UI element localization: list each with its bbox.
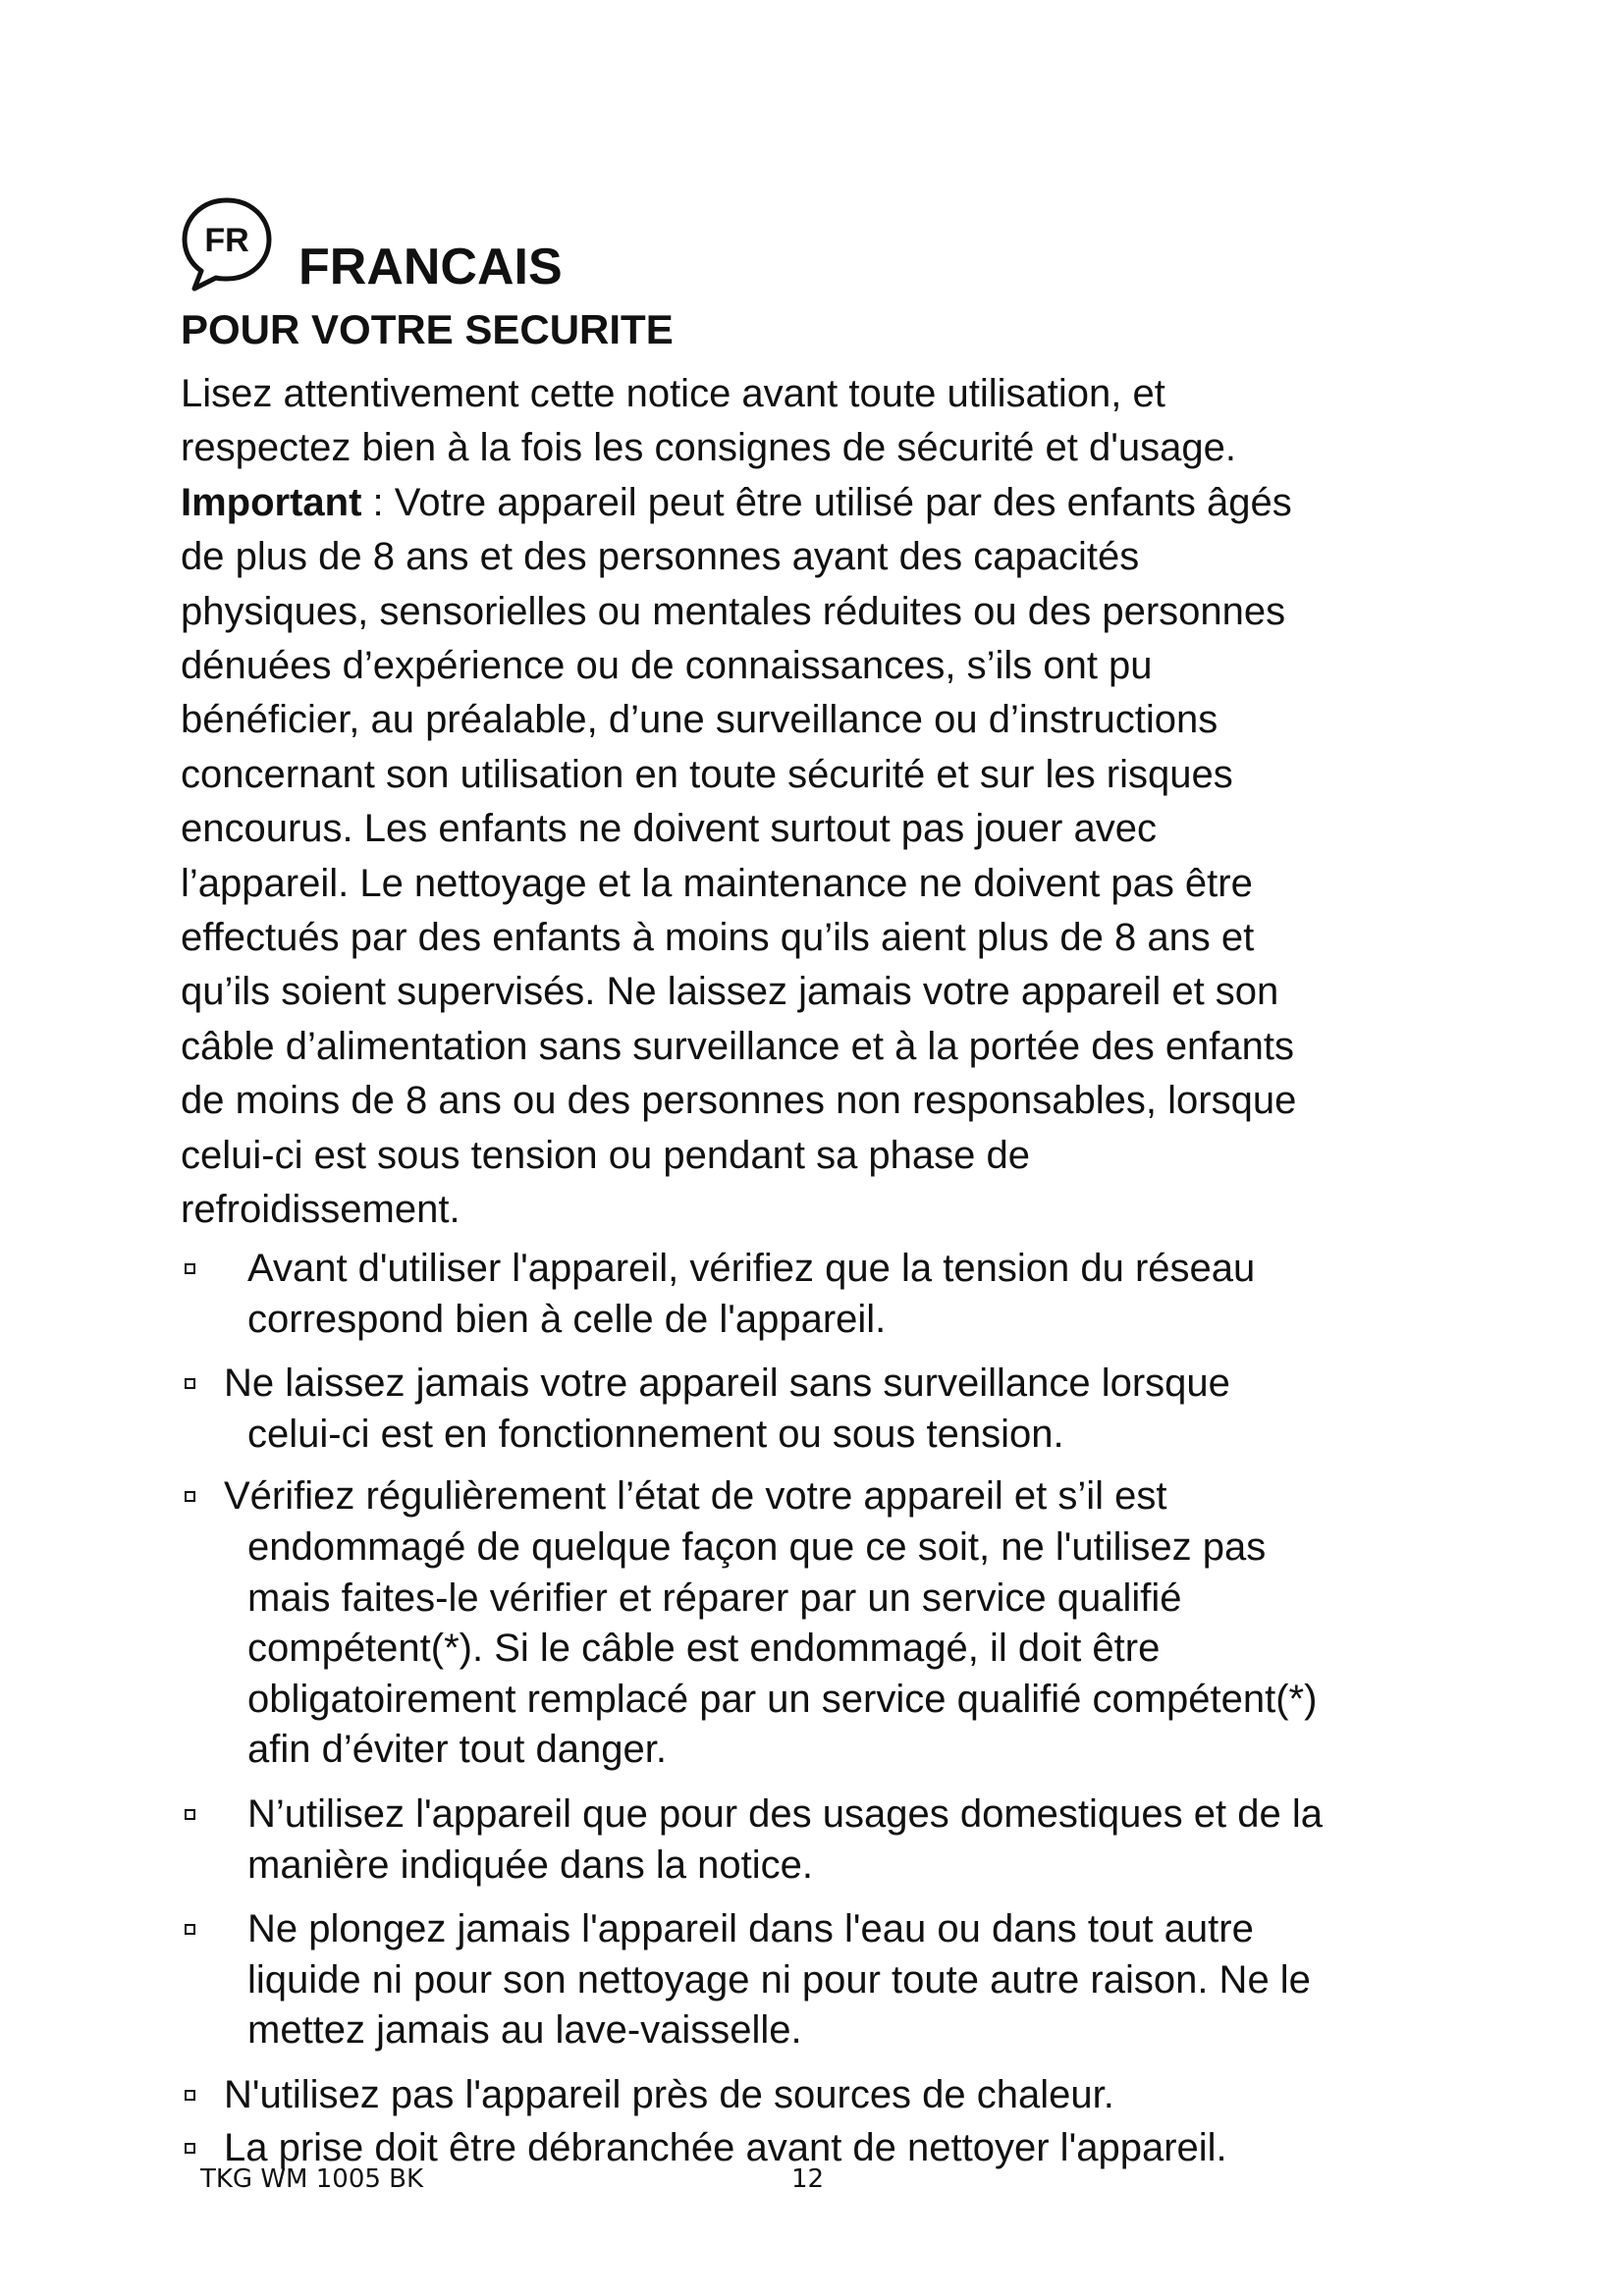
bullet-line: celui-ci est en fonctionnement ou sous tension. (247, 1412, 1064, 1456)
bullet-line: liquide ni pour son nettoyage ni pour toute autre raison. Ne le (247, 1957, 1311, 2002)
important-line: qu’ils soient supervisés. Ne laissez jamais votre appareil et son (181, 970, 1279, 1014)
important-line: de moins de 8 ans ou des personnes non responsables, lorsque (181, 1079, 1297, 1123)
important-line (181, 476, 1457, 530)
bullet-line: correspond bien à celle de l'appareil. (247, 1297, 887, 1341)
intro-line: Lisez attentivement cette notice avant toute utilisation, et (181, 372, 1165, 415)
speech-bubble-icon (179, 194, 275, 296)
important-line: encourus. Les enfants ne doivent surtout pas jouer avec (181, 807, 1157, 851)
bullet-line: mettez jamais au lave-vaisselle. (247, 2008, 802, 2053)
checkbox-bullet-icon (185, 1809, 195, 1820)
bullet-line: Avant d'utiliser l'appareil, vérifiez que la tension du réseau (247, 1247, 1256, 1290)
bullet-line: N’utilisez l'appareil que pour des usages domestiques et de la (247, 1791, 1323, 1836)
page-number: 12 (791, 2164, 825, 2194)
bullet-line: compétent(*). Si le câble est endommagé, il doit être (247, 1627, 1161, 1671)
important-line: câble d’alimentation sans surveillance et à la portée des enfants (181, 1024, 1295, 1068)
safety-bullet (181, 2070, 1487, 2121)
important-line: physiques, sensorielles ou mentales réduites ou des personnes (181, 589, 1286, 633)
bullet-line: Ne plongez jamais l'appareil dans l'eau ou dans tout autre (247, 1907, 1254, 1951)
bullet-line: N'utilisez pas l'appareil près de sources de chaleur. (224, 2072, 1114, 2116)
important-line: effectués par des enfants à moins qu’ils aient plus de 8 ans et (181, 916, 1255, 960)
bullet-line: afin d’éviter tout danger. (247, 1728, 667, 1772)
safety-bullet (181, 1789, 1487, 1891)
checkbox-bullet-icon (185, 2090, 195, 2101)
important-line: dénuées d’expérience ou de connaissances, s’ils ont pu (181, 644, 1153, 688)
bullet-line: Vérifiez régulièrement l’état de votre appareil et s’il est (224, 1474, 1167, 1519)
section-title: POUR VOTRE SECURITE (181, 306, 674, 352)
safety-bullet (181, 1904, 1487, 2056)
bullet-line: Ne laissez jamais votre appareil sans surveillance lorsque (224, 1362, 1230, 1406)
important-line: concernant son utilisation en toute sécurité et sur les risques (181, 752, 1233, 796)
important-label: Important (181, 480, 362, 524)
bullet-line: mais faites-le vérifier et réparer par un service qualifié (247, 1575, 1182, 1620)
important-line: refroidissement. (181, 1188, 460, 1232)
checkbox-bullet-icon (185, 1924, 195, 1935)
checkbox-bullet-icon (185, 1378, 195, 1389)
important-line: l’appareil. Le nettoyage et la maintenance ne doivent pas être (181, 861, 1253, 905)
bullet-line: manière indiquée dans la notice. (247, 1842, 813, 1887)
intro-paragraph (181, 367, 1457, 1238)
important-line: bénéficier, au préalable, d’une surveillance ou d’instructions (181, 698, 1218, 742)
safety-bullet (181, 1244, 1487, 1345)
checkbox-bullet-icon (185, 1491, 195, 1502)
footer-model: TKG WM 1005 BK (200, 2164, 424, 2194)
intro-line: respectez bien à la fois les consignes de sécurité et d'usage. (181, 426, 1236, 470)
language-title: FRANCAIS (298, 239, 563, 295)
safety-bullet-list (181, 1244, 1487, 2173)
safety-bullet (181, 1359, 1487, 1460)
bullet-line: obligatoirement remplacé par un service qualifié compétent(*) (247, 1677, 1318, 1721)
important-line: celui-ci est sous tension ou pendant sa phase de (181, 1133, 1031, 1177)
checkbox-bullet-icon (185, 2143, 195, 2154)
fr-badge-text: FR (204, 222, 249, 259)
bullet-line: La prise doit être débranchée avant de nettoyer l'appareil. (224, 2125, 1227, 2169)
important-text: : Votre appareil peut être utilisé par des enfants âgés (361, 480, 1292, 524)
important-line: de plus de 8 ans et des personnes ayant des capacités (181, 535, 1140, 579)
checkbox-bullet-icon (185, 1263, 195, 1274)
safety-bullet (181, 1471, 1487, 1776)
bullet-line: endommagé de quelque façon que ce soit, ne l'utilisez pas (247, 1524, 1267, 1569)
